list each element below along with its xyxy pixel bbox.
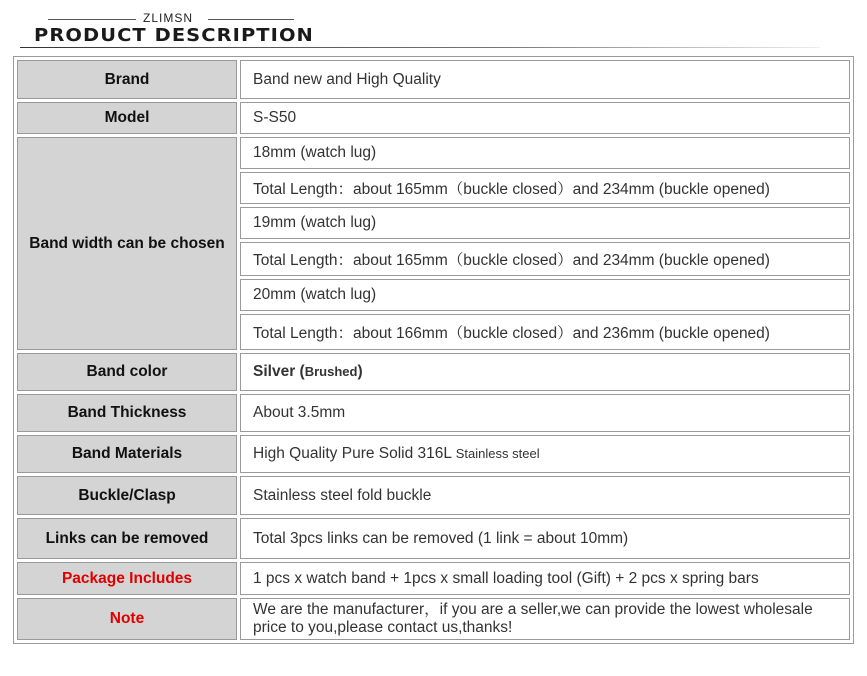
table-row xyxy=(17,476,850,515)
row-value: 18mm (watch lug) xyxy=(240,137,850,169)
brand-mark: ZLIMSN xyxy=(143,11,194,25)
materials-small: Stainless steel xyxy=(455,446,540,461)
row-value: 1 pcs x watch band + 1pcs x small loading tool (Gift) + 2 pcs x spring bars xyxy=(240,562,850,595)
row-value: Total Length：about 165mm（buckle closed）and 234mm (buckle opened) xyxy=(240,242,850,276)
row-label: Note xyxy=(17,598,237,640)
table-row xyxy=(17,598,850,640)
row-label: Band Materials xyxy=(17,435,237,473)
row-label: Package Includes xyxy=(17,562,237,595)
table-row xyxy=(17,394,850,432)
row-value: We are the manufacturer，if you are a seller,we can provide the lowest wholesale price to you,please contact us,thanks! xyxy=(240,598,850,640)
table-row xyxy=(17,562,850,595)
page-header xyxy=(0,0,867,52)
band-color-finish: Brushed xyxy=(304,364,358,379)
table-row xyxy=(17,353,850,391)
row-value: 19mm (watch lug) xyxy=(240,207,850,239)
row-value: Total Length：about 166mm（buckle closed）and 236mm (buckle opened) xyxy=(240,314,850,350)
row-value: Stainless steel fold buckle xyxy=(240,476,850,515)
page-title: PRODUCT DESCRIPTION xyxy=(34,25,314,46)
row-value: 20mm (watch lug) xyxy=(240,279,850,311)
row-value: Total 3pcs links can be removed (1 link = about 10mm) xyxy=(240,518,850,559)
row-label: Band Thickness xyxy=(17,394,237,432)
row-value: S-S50 xyxy=(240,102,850,134)
table-row xyxy=(17,102,850,134)
table-row xyxy=(17,60,850,99)
row-label: Brand xyxy=(17,60,237,99)
table-row xyxy=(17,518,850,559)
divider xyxy=(208,19,294,20)
row-value xyxy=(240,435,850,473)
band-color-end: ) xyxy=(357,363,363,380)
row-value xyxy=(240,353,850,391)
divider xyxy=(48,19,136,20)
row-label: Band color xyxy=(17,353,237,391)
divider xyxy=(20,47,820,48)
materials-main: High Quality Pure Solid 316L xyxy=(253,445,456,462)
band-color-main: Silver ( xyxy=(253,363,305,380)
table-row xyxy=(17,435,850,473)
spec-table xyxy=(13,56,854,644)
row-value: Total Length：about 165mm（buckle closed）and 234mm (buckle opened) xyxy=(240,172,850,204)
row-label: Band width can be chosen xyxy=(17,137,237,350)
row-value: About 3.5mm xyxy=(240,394,850,432)
row-label: Model xyxy=(17,102,237,134)
row-label: Links can be removed xyxy=(17,518,237,559)
row-value: Band new and High Quality xyxy=(240,60,850,99)
table-row xyxy=(17,137,850,169)
row-label: Buckle/Clasp xyxy=(17,476,237,515)
